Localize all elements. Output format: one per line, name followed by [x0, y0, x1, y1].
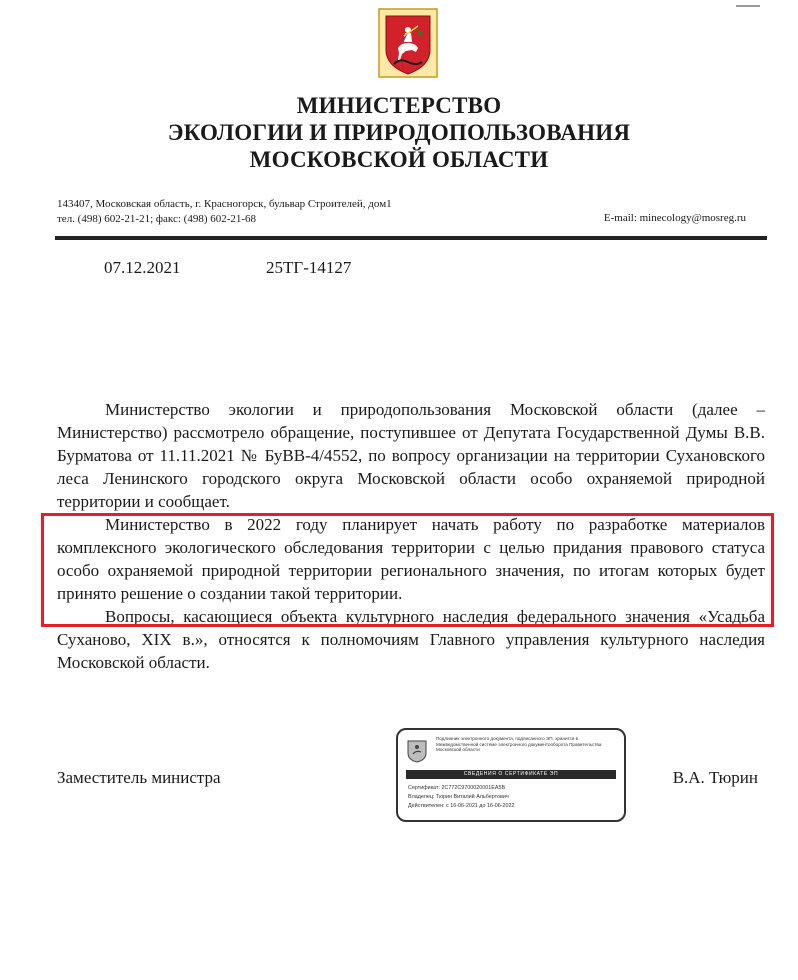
stamp-emblem-icon	[406, 739, 428, 763]
ministry-title	[0, 92, 798, 173]
electronic-signature-stamp	[396, 728, 626, 822]
stamp-certificate-validity: Действителен: с 16-06-2021 до 16-06-2022	[408, 803, 515, 809]
document-date: 07.12.2021	[104, 258, 181, 277]
stamp-certificate-id: Сертификат: 2C772C9700020001EA5B	[408, 785, 506, 791]
body-paragraph: Министерство экологии и природопользования Московской области (далее – Министерство) рассмотрело обращение, поступившее от Депутата Государственной Думы В.В. Бурматова от 11.11.2021 № БуВВ-4/4552, по вопросу организации на территории Сухановского леса Ленинского городского округа Московской области особо охраняемой природной территории и сообщает.	[57, 400, 765, 511]
ministry-title-line: ЭКОЛОГИИ И ПРИРОДОПОЛЬЗОВАНИЯ	[167, 120, 631, 145]
ministry-email: E-mail: minecology@mosreg.ru	[603, 212, 746, 224]
ministry-title-line: МИНИСТЕРСТВО	[296, 93, 502, 118]
stamp-certificate-owner: Владелец: Тюрин Виталий Альбертович	[408, 794, 509, 800]
stamp-certificate-details	[408, 784, 515, 811]
body-paragraph: Вопросы, касающиеся объекта культурного наследия федерального значения «Усадьба Суханово, XIX в.», относятся к полномочиям Главного управления культурного наследия Московской области.	[57, 607, 765, 672]
stamp-certificate-bar: СВЕДЕНИЯ О СЕРТИФИКАТЕ ЭП	[406, 770, 616, 779]
signer-name: В.А. Тюрин	[672, 768, 758, 787]
ministry-contacts	[57, 197, 392, 227]
scan-edge-mark	[736, 0, 760, 7]
body-paragraph-highlighted: Министерство в 2022 году планирует начать работу по разработке материалов комплексного экологического обследования территории с целью придания правового статуса особо охраняемой природной территории регионального значения, по итогам которых будет принято решение о создании такой территории.	[57, 515, 765, 603]
ministry-phone-fax: тел. (498) 602-21-21; факс: (498) 602-21-68	[57, 213, 257, 225]
letterhead-divider	[55, 236, 767, 240]
signer-title: Заместитель министра	[57, 768, 221, 787]
coat-of-arms-emblem	[378, 8, 438, 78]
ministry-address: 143407, Московская область, г. Красногорск, бульвар Строителей, дом1	[57, 198, 392, 210]
stamp-header-text: Подлинник электронного документа, подписанного ЭП, хранится в Межведомственной системе электронного документооборота Правительства Московской области	[436, 736, 602, 752]
red-highlight-frame	[41, 513, 774, 627]
document-number: 25ТГ-14127	[266, 258, 352, 277]
ministry-title-line: МОСКОВСКОЙ ОБЛАСТИ	[249, 147, 549, 172]
